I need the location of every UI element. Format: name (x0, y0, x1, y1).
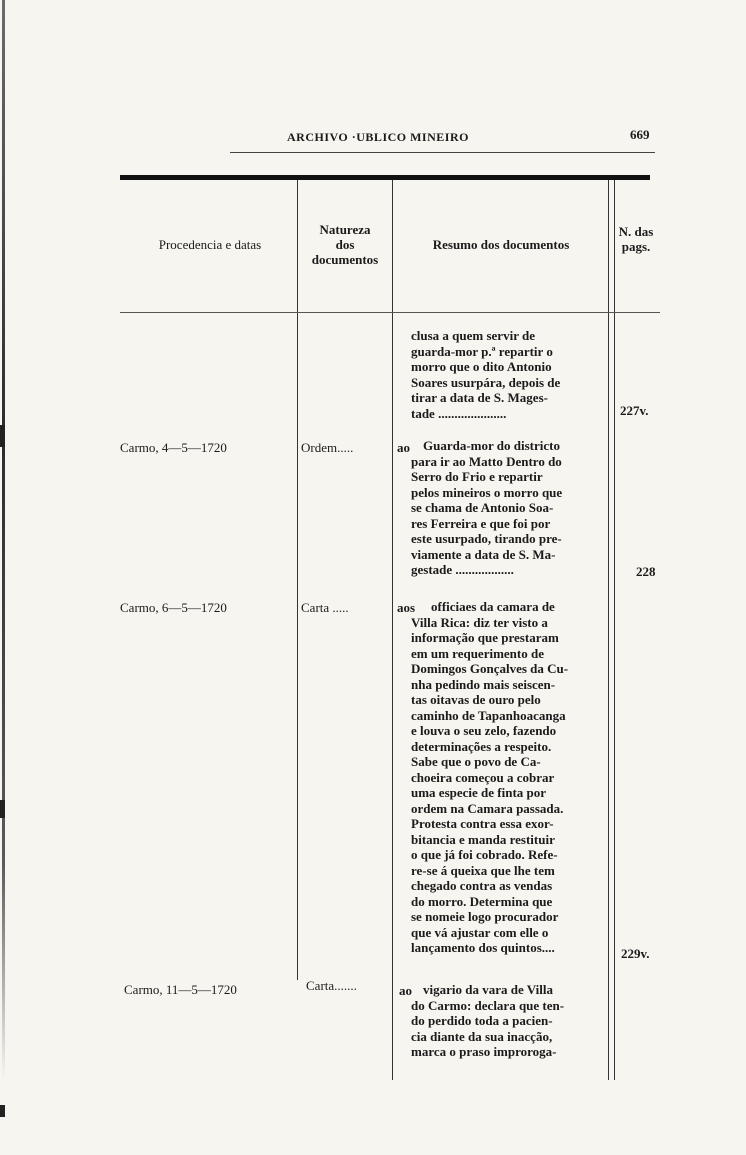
natureza-line: documentos (311, 252, 379, 267)
margin-mark (0, 425, 5, 447)
resumo-line: gestade .................. (411, 562, 514, 577)
entry-resumo-lead: aos (397, 600, 416, 615)
column-head-natureza (298, 222, 392, 267)
resumo-line: informação que prestaram (411, 630, 559, 645)
resumo-line: uma especie de finta por (411, 785, 547, 800)
resumo-line: Sabe que o povo de Ca- (411, 754, 541, 769)
resumo-line: clusa a quem servir de (411, 328, 535, 343)
resumo-line: Protesta contra essa exor- (411, 816, 554, 831)
entry-procedencia: Carmo, 4—5—1720 (120, 440, 227, 455)
entry-natureza: Carta ..... (301, 600, 349, 615)
resumo-line: viamente a data de S. Ma- (411, 546, 556, 562)
entry-natureza: Carta....... (306, 978, 357, 993)
resumo-line: determinações a respeito. (411, 738, 552, 754)
entry-procedencia: Carmo, 11—5—1720 (124, 982, 237, 997)
resumo-line: se chama de Antonio Soa- (411, 500, 554, 515)
table-top-rule (120, 175, 650, 180)
resumo-line: tas oitavas de ouro pelo (411, 692, 541, 707)
entry-resumo (411, 599, 612, 956)
resumo-line: este usurpado, tirando pre- (411, 531, 562, 546)
column-divider (392, 180, 393, 1080)
resumo-line: res Ferreira e que foi por (411, 515, 551, 531)
resumo-line: o que já foi cobrado. Refe- (411, 847, 558, 862)
entry-pages: 228 (636, 564, 656, 579)
page-edge (2, 0, 5, 1080)
resumo-line: do Carmo: declara que ten- (411, 997, 565, 1013)
natureza-line: dos (335, 237, 355, 252)
entry-resumo (411, 982, 612, 1060)
entry-pages: 229v. (621, 946, 650, 961)
resumo-line: se nomeie logo procurador (411, 909, 559, 924)
resumo-line: marca o praso improroga- (411, 1044, 557, 1059)
paginas-line: pags. (621, 239, 651, 254)
entry-resumo-lead: ao (399, 983, 412, 998)
entry-resumo (411, 438, 612, 578)
resumo-line: caminho de Tapanhoacanga (411, 707, 566, 723)
natureza-line: Natureza (319, 222, 371, 237)
column-head-paginas (608, 224, 664, 254)
paginas-line: N. das (618, 224, 654, 239)
resumo-line: cia diante da sua inacção, (411, 1028, 553, 1044)
resumo-line: Guarda-mor do districto (423, 438, 560, 453)
resumo-line: Domingos Gonçalves da Cu- (411, 661, 569, 676)
entry-procedencia: Carmo, 6—5—1720 (120, 600, 227, 615)
resumo-line: Serro do Frio e repartir (411, 469, 543, 484)
running-header: ARCHIVO ·UBLICO MINEIRO (287, 130, 469, 144)
column-divider (614, 180, 615, 1080)
margin-mark (0, 800, 5, 818)
resumo-line: ordem na Camara passada. (411, 800, 564, 816)
resumo-line: e louva o seu zelo, fazendo (411, 723, 557, 738)
resumo-line: Soares usurpára, depois de (411, 374, 561, 390)
resumo-line: Villa Rica: diz ter visto a (411, 614, 548, 630)
column-divider (297, 180, 298, 980)
resumo-line: do perdido toda a pacien- (411, 1013, 553, 1028)
resumo-line: nha pedindo mais seiscen- (411, 676, 556, 692)
resumo-line: vigario da vara de Villa (423, 982, 553, 997)
resumo-line: lançamento dos quintos.... (411, 940, 555, 955)
resumo-line: morro que o dito Antonio (411, 359, 552, 374)
header-divider (120, 312, 660, 313)
resumo-line: guarda-mor p.ª repartir o (411, 343, 553, 359)
margin-mark (0, 1105, 5, 1117)
entry-natureza: Ordem..... (301, 440, 354, 455)
entry-resumo (411, 328, 612, 421)
entry-pages: 227v. (620, 403, 649, 418)
header-rule (230, 152, 655, 153)
resumo-line: que vá ajustar com elle o (411, 924, 549, 940)
resumo-line: choeira começou a cobrar (411, 769, 555, 785)
column-head-resumo: Resumo dos documentos (432, 237, 570, 252)
resumo-line: pelos mineiros o morro que (411, 484, 563, 500)
resumo-line: chegado contra as vendas (411, 878, 553, 893)
resumo-line: tirar a data de S. Mages- (411, 390, 548, 405)
page-number: 669 (630, 127, 650, 142)
resumo-line: bitancia e manda restituir (411, 831, 555, 847)
entry-resumo-lead: ao (397, 440, 410, 455)
resumo-line: para ir ao Matto Dentro do (411, 453, 562, 469)
resumo-line: em um requerimento de (411, 645, 544, 661)
resumo-line: do morro. Determina que (411, 893, 553, 909)
resumo-line: officiaes da camara de (431, 599, 555, 614)
column-head-procedencia: Procedencia e datas (158, 237, 262, 252)
resumo-line: tade ..................... (411, 405, 507, 421)
resumo-line: re-se á queixa que lhe tem (411, 862, 555, 878)
